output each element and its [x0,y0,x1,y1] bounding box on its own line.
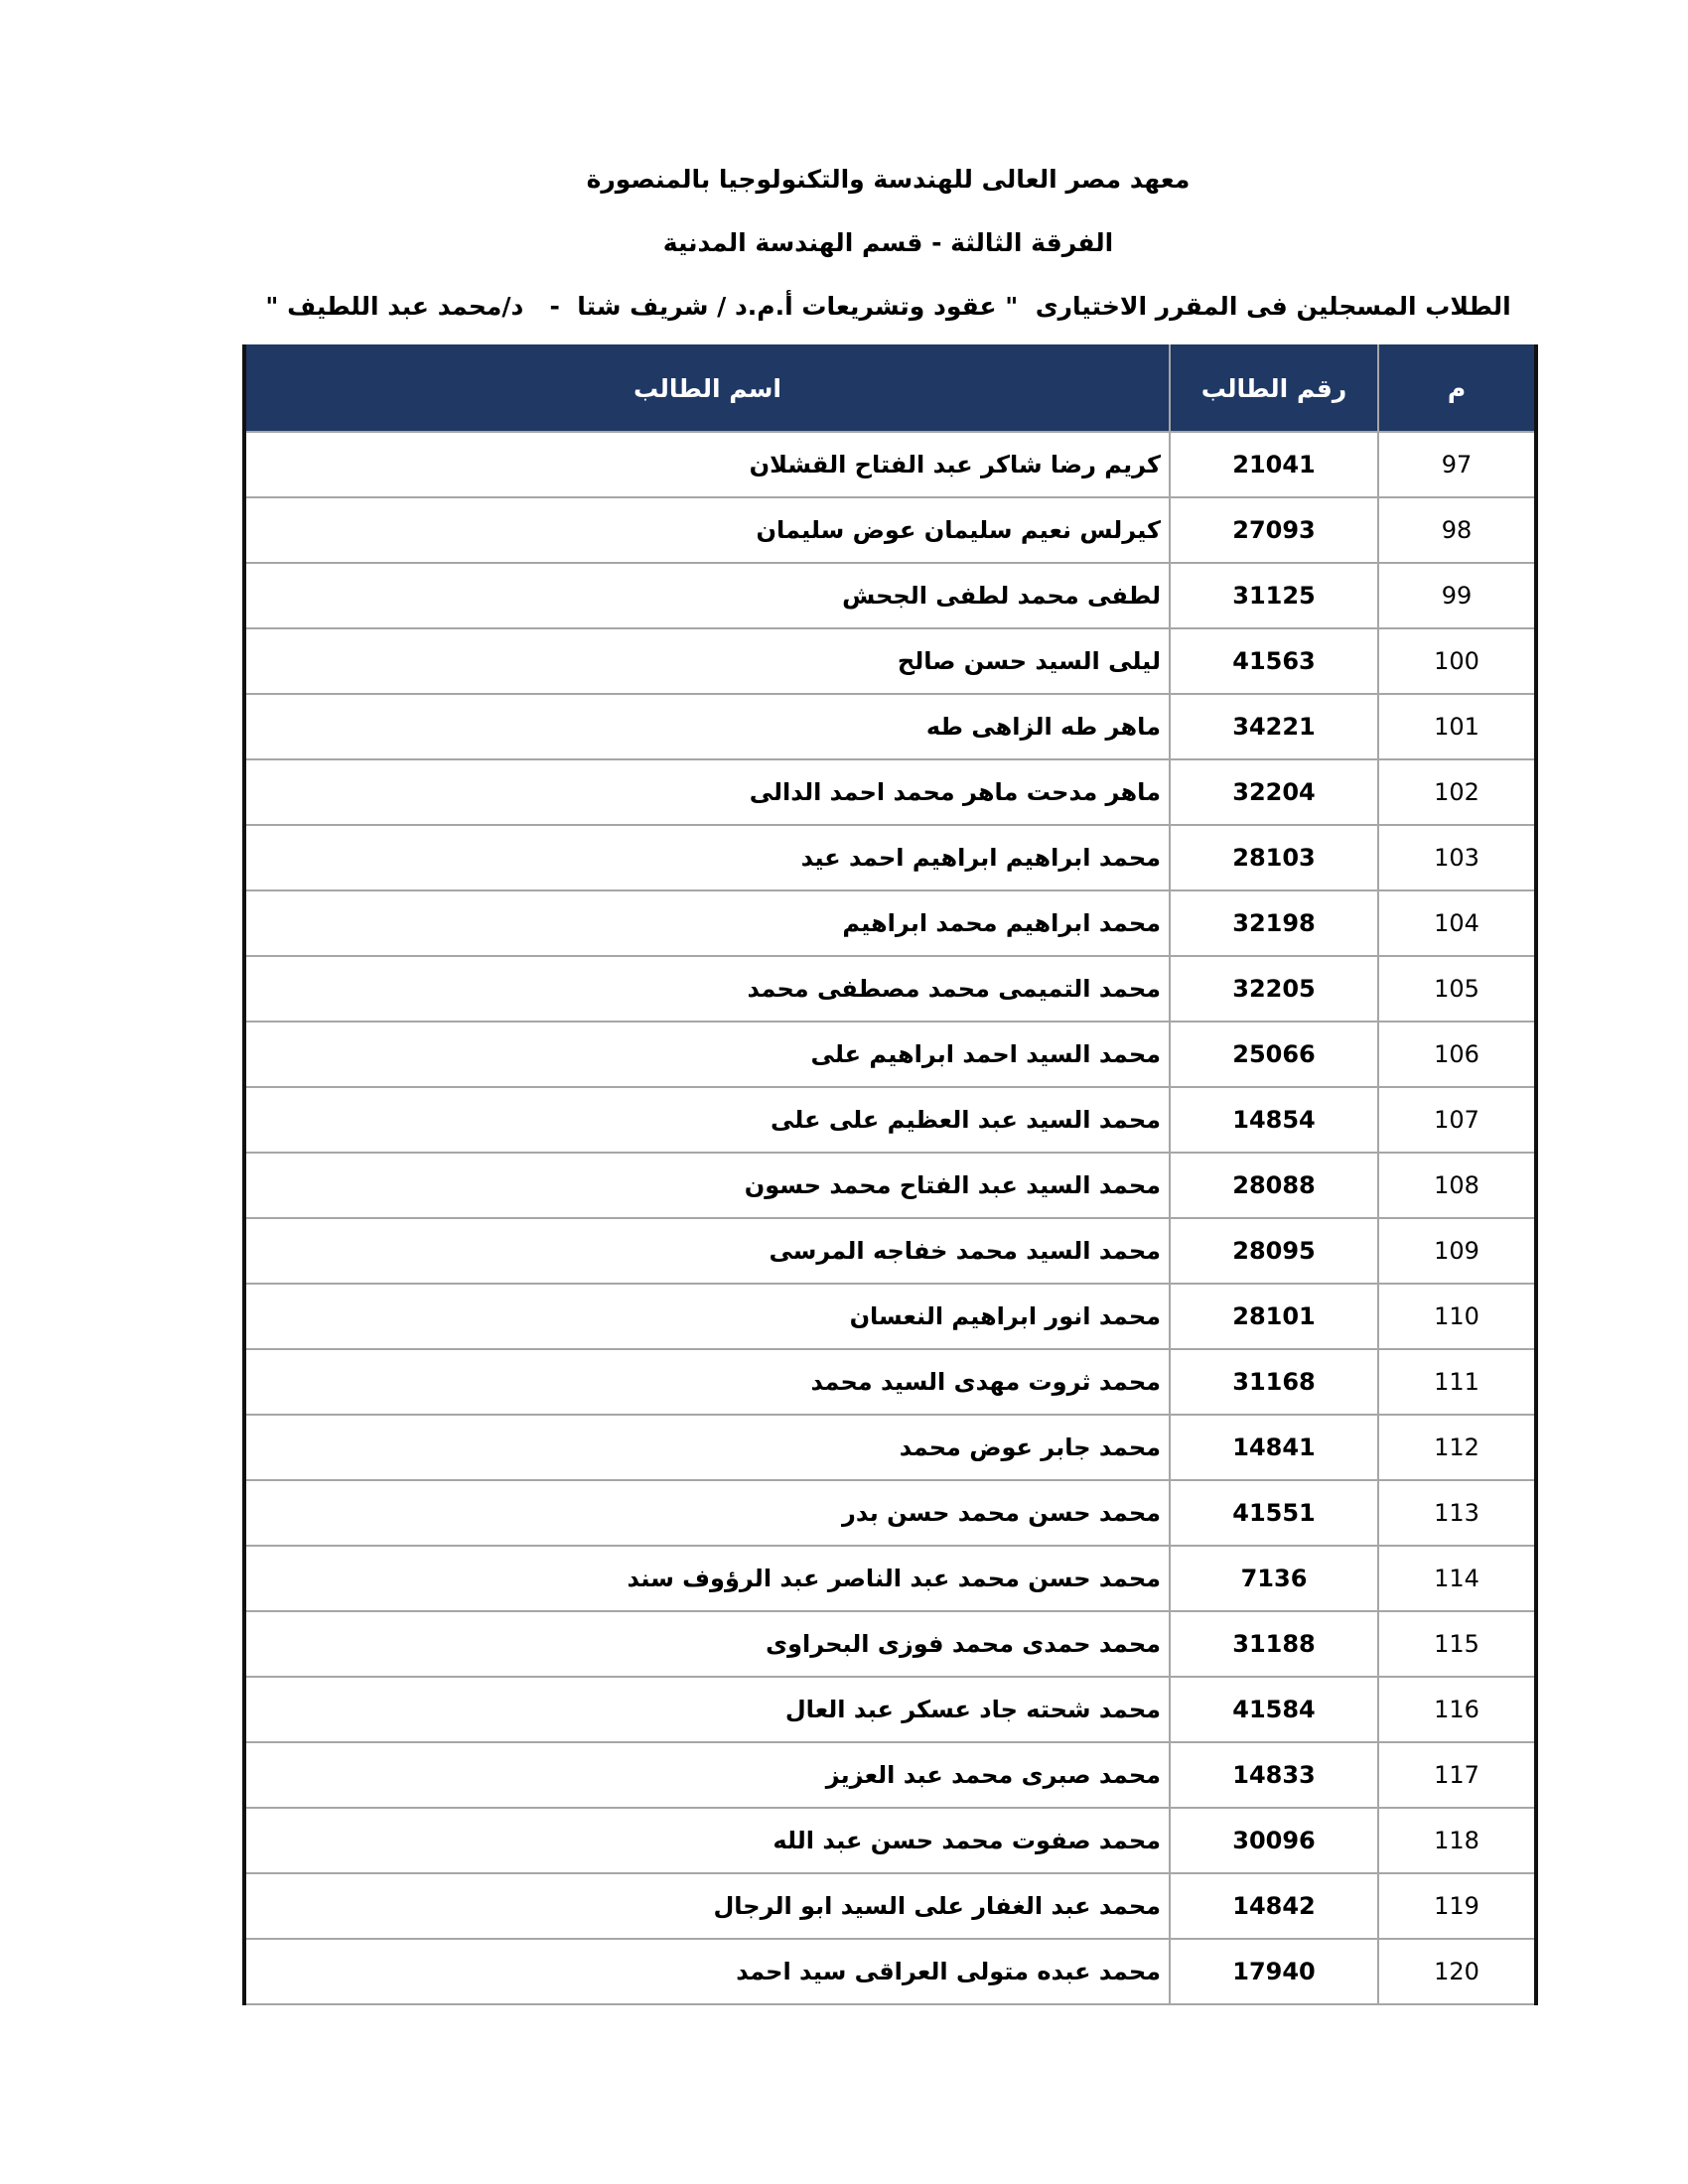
student-name: محمد شحته جاد عسكر عبد العال [244,1677,1170,1742]
table-row [244,1153,1536,1218]
student-name: محمد التميمى محمد مصطفى محمد [244,956,1170,1022]
table-row [244,1415,1536,1480]
row-index: 119 [1378,1873,1536,1939]
row-index: 103 [1378,825,1536,890]
column-header-student-id: رقم الطالب [1170,345,1378,432]
table-row [244,759,1536,825]
student-name: لطفى محمد لطفى الجحش [244,563,1170,628]
student-id: 14842 [1170,1873,1378,1939]
table-row [244,1742,1536,1808]
row-index: 105 [1378,956,1536,1022]
header-row [244,345,1536,432]
student-name: ليلى السيد حسن صالح [244,628,1170,694]
table-row [244,1939,1536,2004]
row-index: 101 [1378,694,1536,759]
row-index: 102 [1378,759,1536,825]
student-name: محمد ثروت مهدى السيد محمد [244,1349,1170,1415]
student-name: كريم رضا شاكر عبد الفتاح القشلان [244,432,1170,497]
table-header [244,345,1536,432]
row-index: 112 [1378,1415,1536,1480]
row-index: 113 [1378,1480,1536,1546]
table-body [244,432,1536,2004]
table-row [244,1808,1536,1873]
row-index: 98 [1378,497,1536,563]
column-header-index: م [1378,345,1536,432]
student-id: 21041 [1170,432,1378,497]
table-row [244,1284,1536,1349]
table-row [244,1677,1536,1742]
table-row [244,628,1536,694]
student-id: 27093 [1170,497,1378,563]
table-row [244,1480,1536,1546]
row-index: 111 [1378,1349,1536,1415]
student-name: محمد عبده متولى العراقى سيد احمد [244,1939,1170,2004]
student-id: 41551 [1170,1480,1378,1546]
student-id: 31168 [1170,1349,1378,1415]
student-id: 14833 [1170,1742,1378,1808]
row-index: 107 [1378,1087,1536,1153]
student-name: محمد السيد محمد خفاجه المرسى [244,1218,1170,1284]
student-name: محمد حمدى محمد فوزى البحراوى [244,1611,1170,1677]
student-id: 28101 [1170,1284,1378,1349]
course-title: الطلاب المسجلين فى المقرر الاختيارى " عقود وتشريعات أ.م.د / شريف شتا - د/محمد عبد اللطيف " [265,292,1511,321]
student-id: 28095 [1170,1218,1378,1284]
student-id: 28088 [1170,1153,1378,1218]
student-id: 32198 [1170,890,1378,956]
student-name: محمد صفوت محمد حسن عبد الله [244,1808,1170,1873]
student-name: ماهر مدحت ماهر محمد احمد الدالى [244,759,1170,825]
student-id: 31188 [1170,1611,1378,1677]
row-index: 106 [1378,1022,1536,1087]
class-department-title: الفرقة الثالثة - قسم الهندسة المدنية [662,228,1114,257]
table-row [244,497,1536,563]
row-index: 117 [1378,1742,1536,1808]
student-id: 14854 [1170,1087,1378,1153]
student-name: محمد السيد عبد العظيم على على [244,1087,1170,1153]
table-row [244,432,1536,497]
student-id: 32204 [1170,759,1378,825]
row-index: 104 [1378,890,1536,956]
table-row [244,1087,1536,1153]
student-id: 14841 [1170,1415,1378,1480]
table-row [244,1218,1536,1284]
student-name: محمد حسن محمد عبد الناصر عبد الرؤوف سند [244,1546,1170,1611]
student-name: محمد ابراهيم محمد ابراهيم [244,890,1170,956]
table-row [244,890,1536,956]
table-row [244,956,1536,1022]
student-name: محمد انور ابراهيم النعسان [244,1284,1170,1349]
table-row [244,1873,1536,1939]
table-row [244,694,1536,759]
student-id: 41563 [1170,628,1378,694]
student-name: محمد حسن محمد حسن بدر [244,1480,1170,1546]
student-id: 41584 [1170,1677,1378,1742]
student-name: محمد السيد عبد الفتاح محمد حسون [244,1153,1170,1218]
row-index: 118 [1378,1808,1536,1873]
row-index: 120 [1378,1939,1536,2004]
student-id: 30096 [1170,1808,1378,1873]
table-row [244,825,1536,890]
student-id: 32205 [1170,956,1378,1022]
row-index: 109 [1378,1218,1536,1284]
student-id: 34221 [1170,694,1378,759]
student-id: 17940 [1170,1939,1378,2004]
student-name: محمد ابراهيم ابراهيم احمد عيد [244,825,1170,890]
student-id: 25066 [1170,1022,1378,1087]
row-index: 100 [1378,628,1536,694]
row-index: 110 [1378,1284,1536,1349]
student-name: محمد السيد احمد ابراهيم على [244,1022,1170,1087]
student-name: محمد صبرى محمد عبد العزيز [244,1742,1170,1808]
student-name: محمد جابر عوض محمد [244,1415,1170,1480]
students-table [242,344,1538,2005]
row-index: 116 [1378,1677,1536,1742]
table-row [244,563,1536,628]
row-index: 97 [1378,432,1536,497]
student-name: ماهر طه الزاهى طه [244,694,1170,759]
student-name: محمد عبد الغفار على السيد ابو الرجال [244,1873,1170,1939]
student-id: 7136 [1170,1546,1378,1611]
row-index: 114 [1378,1546,1536,1611]
student-id: 28103 [1170,825,1378,890]
table-row [244,1611,1536,1677]
student-name: كيرلس نعيم سليمان عوض سليمان [244,497,1170,563]
table-row [244,1349,1536,1415]
student-id: 31125 [1170,563,1378,628]
table-row [244,1022,1536,1087]
row-index: 115 [1378,1611,1536,1677]
row-index: 99 [1378,563,1536,628]
institute-title: معهد مصر العالى للهندسة والتكنولوجيا بالمنصورة [586,165,1191,194]
table-row [244,1546,1536,1611]
row-index: 108 [1378,1153,1536,1218]
column-header-student-name: اسم الطالب [244,345,1170,432]
